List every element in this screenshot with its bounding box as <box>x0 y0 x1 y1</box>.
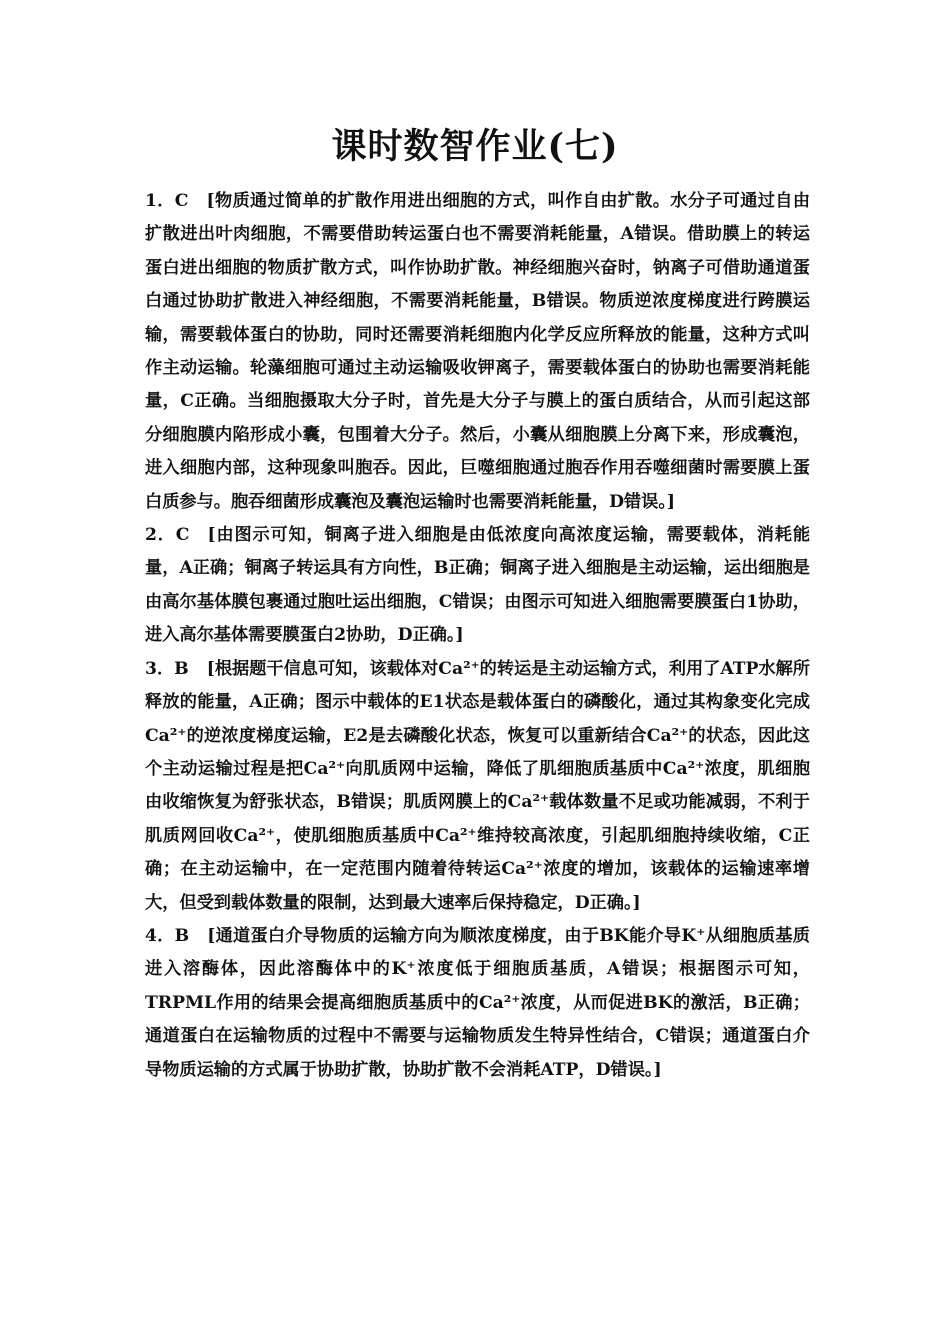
page-title: 课时数智作业(七) <box>331 126 619 167</box>
answer-item-2 <box>145 519 810 653</box>
answer-number: 4．B <box>145 925 190 946</box>
answer-item-4 <box>145 920 810 1087</box>
answer-number: 3．B <box>145 658 189 679</box>
answer-number: 2．C <box>145 525 190 546</box>
answer-item-3 <box>145 653 810 920</box>
answer-explanation: [物质通过简单的扩散作用进出细胞的方式，叫作自由扩散。水分子可通过自由扩散进出叶肉细胞，不需要借助转运蛋白也不需要消耗能量，A错误。借助膜上的转运蛋白进出细胞的物质扩散方式，叫作协助扩散。神经细胞兴奋时，钠离子可借助通道蛋白通过协助扩散进入神经细胞，不需要消耗能量，B错误。物质逆浓度梯度进行跨膜运输，需要载体蛋白的协助，同时还需要消耗细胞内化学反应所释放的能量，这种方式叫作主动运输。轮藻细胞可通过主动运输吸收钾离子，需要载体蛋白的协助也需要消耗能量，C正确。当细胞摄取大分子时，首先是大分子与膜上的蛋白质结合，从而引起这部分细胞膜内陷形成小囊，包围着大分子。然后，小囊从细胞膜上分离下来，形成囊泡，进入细胞内部，这种现象叫胞吞。因此，巨噬细胞通过胞吞作用吞噬细菌时需要膜上蛋白质参与。胞吞细菌形成囊泡及囊泡运输时也需要消耗能量，D错误。] <box>145 191 811 512</box>
answer-explanation: [通道蛋白介导物质的运输方向为顺浓度梯度，由于BK能介导K⁺从细胞质基质进入溶酶体，因此溶酶体中的K⁺浓度低于细胞质基质，A错误；根据图示可知，TRPML作用的结果会提高细胞质基质中的Ca²⁺浓度，从而促进BK的激活，B正确；通道蛋白在运输物质的过程中不需要与运输物质发生特异性结合，C错误；通道蛋白介导物质运输的方式属于协助扩散，协助扩散不会消耗ATP，D错误。] <box>145 925 810 1080</box>
answer-item-1 <box>145 185 810 519</box>
answer-explanation: [根据题干信息可知，该载体对Ca²⁺的转运是主动运输方式，利用了ATP水解所释放的能量，A正确；图示中载体的E1状态是载体蛋白的磷酸化，通过其构象变化完成Ca²⁺的逆浓度梯度运输，E2是去磷酸化状态，恢复可以重新结合Ca²⁺的状态，因此这个主动运输过程是把Ca²⁺向肌质网中运输，降低了肌细胞质基质中Ca²⁺浓度，肌细胞由收缩恢复为舒张状态，B错误；肌质网膜上的Ca²⁺载体数量不足或功能减弱，不利于肌质网回收Ca²⁺，使肌细胞质基质中Ca²⁺维持较高浓度，引起肌细胞持续收缩，C正确；在主动运输中，在一定范围内随着待转运Ca²⁺浓度的增加，该载体的运输速率增大，但受到载体数量的限制，达到最大速率后保持稳定，D正确。] <box>145 658 810 913</box>
answer-number: 1．C <box>145 191 189 211</box>
answer-list <box>145 185 810 1087</box>
answer-explanation: [由图示可知，铜离子进入细胞是由低浓度向高浓度运输，需要载体，消耗能量，A正确；铜离子转运具有方向性，B正确；铜离子进入细胞是主动运输，运出细胞是由高尔基体膜包裹通过胞吐运出细胞，C错误；由图示可知进入细胞需要膜蛋白1协助，进入高尔基体需要膜蛋白2协助，D正确。] <box>145 525 811 646</box>
